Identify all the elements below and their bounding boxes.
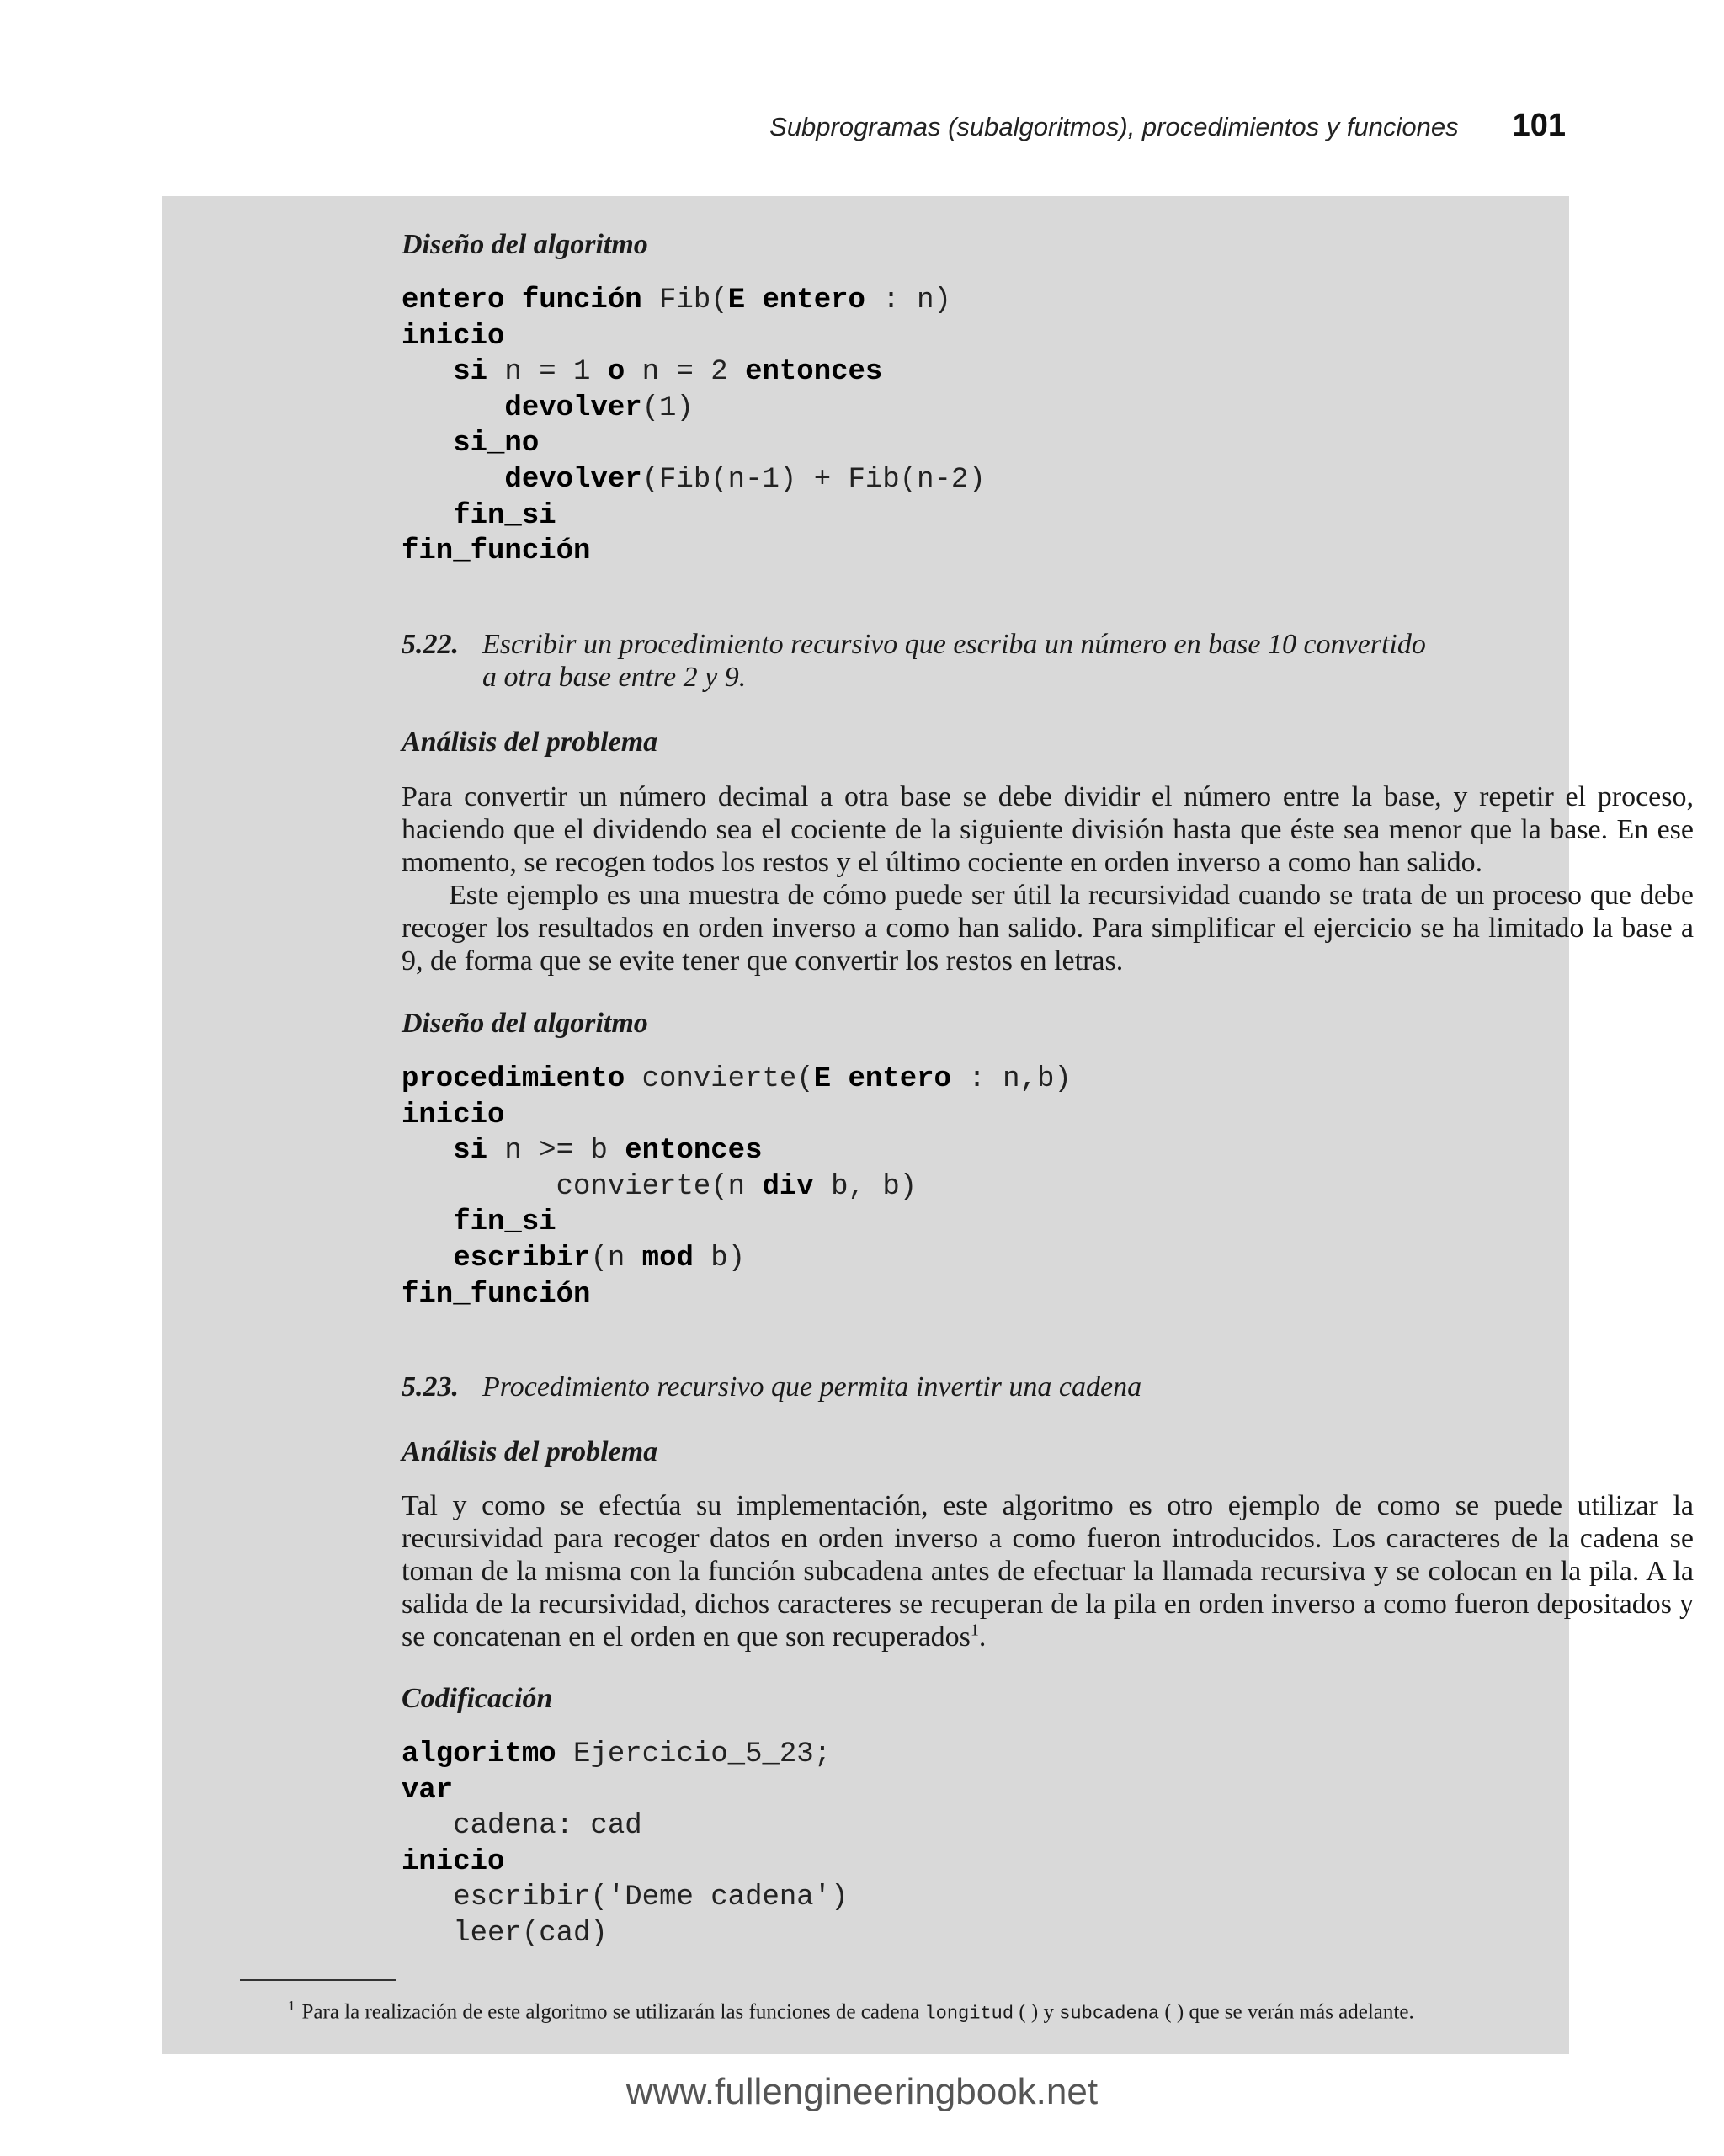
code-line [402,354,986,391]
exercise-5-23 [402,1371,1141,1403]
code-keyword: inicio [402,320,505,353]
code-keyword: inicio [402,1845,505,1878]
code-text: : n) [865,285,951,317]
page-number: 101 [1512,108,1566,143]
code-keyword: entonces [745,356,883,389]
code-keyword: entonces [625,1135,763,1168]
footnote-text: ( ) y [1014,2000,1060,2024]
paragraph: Este ejemplo es una muestra de cómo puede ser útil la recursividad cuando se trata de un proceso que debe recoger los resultados en orden inverso a como han salido. Para simplificar el ejercicio se ha limitado la base a 9, de forma que se evite tener que convertir los restos en letras. [402,880,1694,977]
code-keyword: var [402,1774,454,1807]
code-line [402,391,986,427]
code-keyword: entero función [402,285,642,317]
code-keyword: fin_función [402,1278,591,1311]
code-line [402,426,986,462]
design-heading-2: Diseño del algoritmo [402,1008,648,1039]
code-text [402,1135,453,1167]
code-line [402,1205,1072,1241]
paragraph-text: Tal y como se efectúa su implementación, este algoritmo es otro ejemplo de como se puede utilizar la recursividad para recoger datos en orden inverso a como fueron introducidos. Los caracteres de la cadena se toman de la misma con la función subcadena antes de efectuar la llamada recursiva y se colocan en la pila. A la salida de la recursividad, dichos caracteres se recuperan de la pila en orden inverso a como fueron depositados y se concatenan en el orden en que son recuperados [402,1490,1694,1653]
coding-heading: Codificación [402,1683,553,1714]
code-line [402,283,986,319]
exercise-5-22 [402,628,1426,694]
exercise-statement-line-1: Procedimiento recursivo que permita invertir una cadena [482,1371,1142,1403]
code-text: escribir('Deme cadena') [402,1882,849,1914]
code-text [402,392,504,424]
code-text: leer(cad) [402,1917,608,1950]
code-block-fib [402,283,986,570]
function-name: longitud [924,2003,1014,2025]
exercise-statement-line-2: a otra base entre 2 y 9. [482,662,747,693]
code-text: Fib( [641,285,728,317]
code-text: convierte(n [402,1170,763,1203]
code-text [402,356,453,388]
code-keyword: E entero [813,1063,951,1095]
code-keyword: div [762,1170,814,1203]
code-keyword: o [607,356,625,389]
code-text [402,500,453,532]
paragraph-end: . [978,1621,987,1653]
analysis-heading-2: Análisis del problema [402,1436,658,1467]
code-line [402,498,986,535]
code-line [402,1277,1072,1313]
code-text [402,464,504,496]
code-line [402,1845,849,1881]
footnote-reference: 1 [970,1621,979,1640]
code-line [402,1916,849,1952]
code-keyword: fin_si [453,499,556,532]
code-line [402,462,986,498]
code-text: b) [693,1242,746,1275]
code-text: b, b) [813,1170,918,1203]
code-keyword: devolver [504,391,642,424]
code-keyword: algoritmo [402,1738,556,1770]
code-text [402,1206,453,1238]
code-keyword: inicio [402,1099,505,1131]
footnote-rule [240,1979,396,1981]
exercise-number: 5.23. [402,1371,459,1403]
code-text: convierte( [625,1063,814,1095]
code-text [402,428,453,460]
code-line [402,1169,1072,1206]
exercise-number: 5.22. [402,629,459,660]
code-keyword: fin_si [453,1206,556,1239]
function-name: subcadena [1059,2003,1160,2025]
code-line [402,1808,849,1845]
code-keyword: E entero [727,285,865,317]
code-line [402,1880,849,1916]
code-line [402,1737,849,1773]
footnote-text: Para la realización de este algoritmo se utilizarán las funciones de cadena [301,2000,925,2024]
design-heading-1: Diseño del algoritmo [402,229,648,260]
exercise-statement-line-1: Escribir un procedimiento recursivo que escriba un número en base 10 convertido [482,629,1426,660]
code-line [402,319,986,355]
running-title: Subprogramas (subalgoritmos), procedimientos y funciones [769,112,1459,141]
code-text: n = 1 [487,356,608,389]
footnote-marker: 1 [288,1998,295,2014]
code-line [402,1133,1072,1169]
code-text: : n,b) [950,1063,1072,1095]
code-line [402,1098,1072,1134]
code-line [402,1062,1072,1098]
code-text: cadena: cad [402,1810,642,1843]
code-keyword: si_no [453,428,540,460]
code-text: (Fib(n-1) + Fib(n-2) [641,463,986,496]
code-text: (1) [641,391,694,424]
paragraph: Para convertir un número decimal a otra base se debe dividir el número entre la base, y repetir el proceso, haciendo que el dividendo sea el cociente de la siguiente división hasta que éste sea menor que la base. En ese momento, se recogen todos los restos y el último cociente en orden inverso a como han salido. [402,781,1694,878]
code-block-ejercicio [402,1737,849,1952]
code-text: Ejercicio_5_23; [556,1738,832,1770]
exercise-panel [162,196,1694,2054]
code-keyword: mod [641,1242,694,1275]
watermark-url: www.fullengineeringbook.net [625,2071,1099,2112]
footnote [288,1993,1414,2027]
footnote-text: ( ) que se verán más adelante. [1159,2000,1414,2024]
code-keyword: fin_función [402,535,591,568]
code-text: n = 2 [625,356,746,389]
code-keyword: procedimiento [402,1063,625,1095]
analysis-heading-1: Análisis del problema [402,727,658,758]
code-text: (n [590,1242,642,1275]
running-header [0,108,1566,152]
code-keyword: devolver [504,463,642,496]
code-line [402,1241,1072,1277]
code-text [402,1243,453,1275]
code-block-convierte [402,1062,1072,1312]
code-line [402,1773,849,1809]
analysis-text-1 [402,780,1694,977]
paragraph [402,1489,1694,1653]
code-keyword: si [453,356,488,389]
code-keyword: escribir [453,1242,591,1275]
analysis-text-2 [402,1489,1694,1653]
code-text: n >= b [487,1135,625,1168]
code-line [402,534,986,570]
code-keyword: si [453,1135,488,1168]
